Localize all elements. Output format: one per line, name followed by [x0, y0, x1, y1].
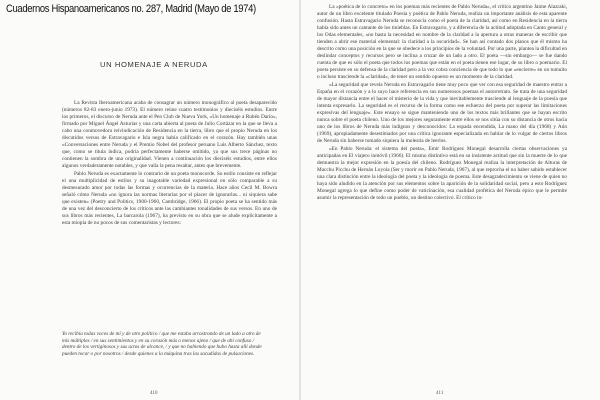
article-title: UN HOMENAJE A NERUDA — [100, 60, 208, 69]
paragraph: «En Pablo Neruda: el sistema del poeta», Emir Rodríguez Monegal desarrolla ciertas observaciones ya anticipadas en El viajero inmóvil (1966). El mismo distintivo está en su insistente actitud que sin la muerte de lo que demuestra la mejor expresión en la poesía del chileno. Rodríguez Monegal realiza la interpretación de Alturas de Macchu Picchu de Hernán Loyola (Ser y morir en Pablo Neruda, 1967), al que reprocha el no haber sabido establecer una clara distinción entre la ideología del poeta y la ideología de poema. Este desagradecimiento se viene de quien no haya sido aludido en la atención por sus elementos sobre la aparición de la solidaridad social, pero a esto Rodríguez Monegal agrega lo que define como poder de vaticinación, esa cualidad profética del Neruda épico que le permite asumir la representación de todo un pueblo, un destino colectivo. El crítico in- — [317, 146, 567, 201]
left-page — [0, 0, 299, 400]
paragraph: La Revista Iberoamericana acaba de consagrar un número monográfico al poeta desaparecido (números 82-83 enero-junio 1973). El número reúne cuatro testimonios y dieciséis estudios. Entre los primeros, el discurso de Neruda ante el Pen Club de Nueva York, «Un homenaje a Rubén Darío», firmado por Miguel Ángel Asturias y una carta abierta al poeta de Julio Cortázar en la que se lleva a cabo una conmovedora reivindicación de Residencia en la tierra, libro que el propio Neruda en los discutidos versos de Estravagario e Isla negra había calificado en el corazón. Hay también unas «Conversaciones entre Neruda y el Premio Nobel del profesor peruano Luis Alberto Sánchez, texto que, como se titula indica, podría perfectamente haberse omitido, ya que sus trece páginas no contienen la sombra de una originalidad. Vienen a continuación los dieciséis estudios, entre ellos algunos verdaderamente notables, y que valía la pena resaltar, antes que brevemente. — [62, 100, 277, 169]
verse-quote: Yo recibía todas voces de mí y de otro político / que me estaba arrastrando de un lado a otro de mis múltiples / en sus sentimientos y en su corazón más o menos ajeno / que de ahí confuso / dentro de los vertiginosos y sus actos de alcance, / y que no habiendo que hubo hasta allí donde pueden tocar o por nosotros / desde quienes a la máquina tras las sacudidas de pulsaciones. — [62, 331, 262, 357]
page-number: 411 — [436, 391, 444, 396]
source-header: Cuadernos Hispanoamericanos no. 287, Madrid (Mayo de 1974) — [6, 3, 256, 15]
paragraph: Pablo Neruda es exactamente lo contrario de un poeta monocorde. Su estilo consiste en reflejar el una multiplicidad de estilos y su inagotable variedad expresional en sólo comparable a su desmesurado amor por todas las formas y ocurrencias de la materia. Hace años Cecil M. Bowra señaló cómo Neruda «no ignora las normas literarias por el placer de ignorarlas... ni siquiera sabe que existen» (Poetry and Politics, 1900-1960, Cambridge, 1966). El propio poeta se ha sentido más de una vez del desconcierto de los críticos ante las cambiantes tonalidades de sus versos. En uno de sus libros más recientes, La barcarola (1967), ha previsto en su obra que se alude explícitamente a esta miopía de no pocos de sus comentaristas y lectores: — [62, 171, 277, 226]
paragraph: La «poética de lo concreto» en los poemas más recientes de Pablo Neruda», el crítico argentino Jaime Alazraki, autor de un libro excelente titulado Poesía y poética de Pablo Neruda, realiza un importante análisis de esta aparente confusión. Hasta Estravagario Neruda se reconocía como el poeta de la claridad, así como en Residencia en la tierra había sido antes un cantante de los tinieblas. En Estravagario, y a diferencia de la actitud adoptada en Canto general y los Odas elementales, «no basta la necesidad en nombre de la claridad a la apertura a otras maneras de escribir que tienden a abrir ese material elemental: la claridad a la oscuridad». Se han así contado dos planos que él mismo ha descrito como una posición en la que se obedece a los principios de la voluntad. Por una parte, plantea la dificultad en deslindar conceptos y recursos pero se inclina a cruzar de un lado a otro. El poeta —sin embargo— se fue dando cuenta de que es sólo el poeta que todos los poemas que están en el poeta tienen ese lugar, de su libro o poemario. El poeta persiste en su defensa de la claridad pero a la vez cobra conciencia de que todo lo que «encierre» en un tumulto o incluso trasciende la «claridad», de tener un sentido opuesto es un momento de la claridad. — [317, 4, 567, 80]
page-number: 410 — [150, 391, 158, 396]
right-page — [301, 0, 600, 400]
paragraph: «La seguridad que revela Neruda en Estravagario tiene muy poco que ver con esa seguridad de maestro entrar a España en el corazón y a lo suyo hace referencia en sus numerosos poemas el autorretrato. Se trata de una seguridad de mayor distancia entre el hacer el misterio de la vida y que inevitablemente trasciende al lenguaje de la poesía que intenta expresarlo. La seguridad es el recurso de la forma como ese esfuerzo del poeta por superar las limitaciones expresivas del lenguaje». Este ensayo se sigue manteniendo uno de los textos más brillantes que se hayan escrito nunca sobre el poeta chileno. Uno de los mejores seguramente entre ellos se nos sitúa con su distancia de otros hacia uno de los libros de Neruda más indignos y desconocidos: La espada encendida, La mano del día (1968) y Aún (1969), apropiadamente desestimados por una crítica ignorante especializada en hablar de lo vulgar de ciertos libros de Neruda sin haberse tomado siquiera la molestia de leerlos. — [317, 82, 567, 144]
right-body — [317, 4, 567, 203]
left-body — [62, 100, 277, 228]
